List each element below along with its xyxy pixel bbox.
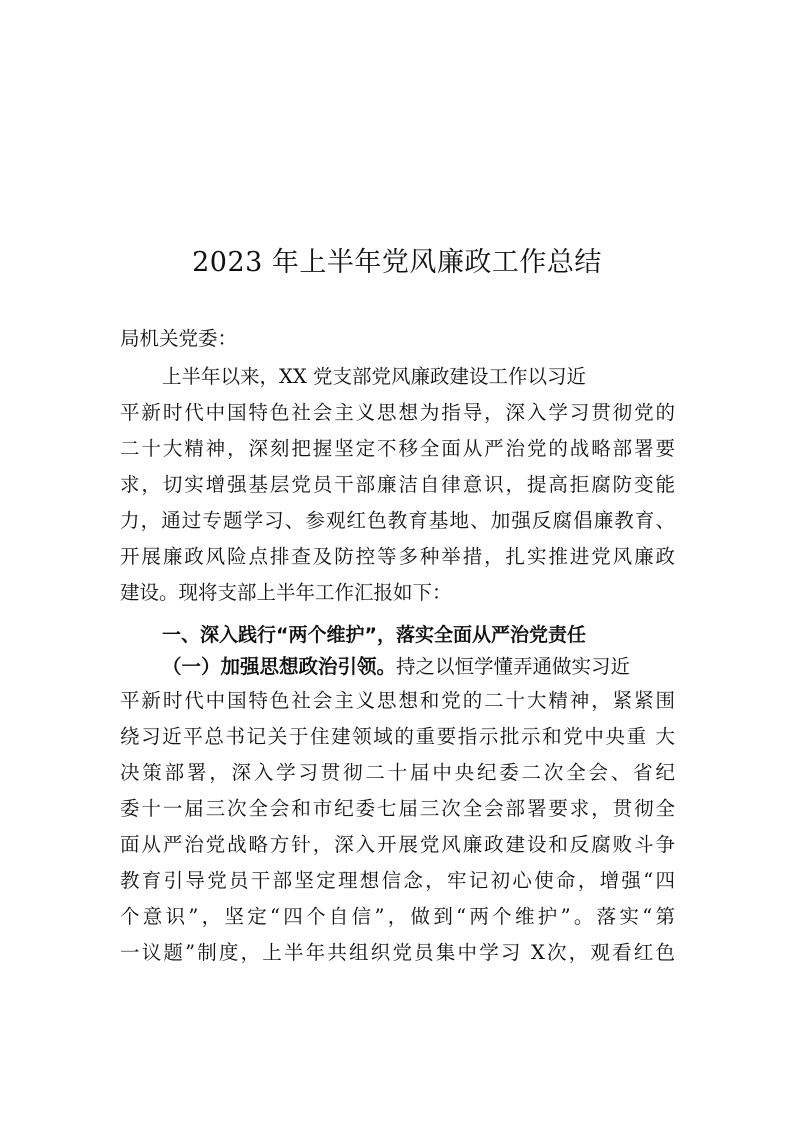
body-line-4: 委十一届三次全会和市纪委七届三次全会部署要求，贯彻全 [120, 797, 675, 820]
body-line-1: 平新时代中国特色社会主义思想和党的二十大精神，紧紧围 [120, 689, 675, 712]
intro-line-2: 平新时代中国特色社会主义思想为指导，深入学习贯彻党的 [120, 401, 675, 424]
intro-line-5: 力，通过专题学习、参观红色教育基地、加强反腐倡廉教育、 [120, 509, 675, 532]
subsection-1-text-start: 持之以恒学懂弄通做实习近 [396, 655, 631, 678]
body-line-6: 教育引导党员干部坚定理想信念，牢记初心使命，增强“四 [120, 869, 675, 892]
intro-line-3: 二十大精神，深刻把握坚定不移全面从严治党的战略部署要 [120, 437, 675, 460]
body-line-8: 一议题”制度，上半年共组织党员集中学习 X次，观看红色 [120, 941, 675, 964]
body-line-7: 个意识”，坚定“四个自信”，做到“两个维护”。落实“第 [120, 905, 675, 928]
body-line-5: 面从严治党战略方针，深入开展党风廉政建设和反腐败斗争 [120, 833, 675, 856]
intro-line-7: 建设。现将支部上半年工作汇报如下： [120, 581, 452, 604]
body-line-2: 绕习近平总书记关于住建领域的重要指示批示和党中央重 大 [120, 725, 675, 748]
section-heading-1: 一、深入践行“两个维护”，落实全面从严治党责任 [162, 624, 586, 646]
intro-line-1: 上半年以来，XX 党支部党风廉政建设工作以习近 [162, 365, 586, 388]
salutation: 局机关党委： [120, 327, 238, 350]
intro-line-4: 求，切实增强基层党员干部廉洁自律意识，提高拒腐防变能 [120, 473, 675, 496]
subsection-heading-1: （一）加强思想政治引领。 [162, 655, 397, 678]
subsection-1-first-line [162, 652, 630, 682]
document-title: 2023 年上半年党风廉政工作总结 [192, 247, 602, 278]
body-line-3: 决策部署，深入学习贯彻二十届中央纪委二次全会、省纪 [120, 761, 675, 784]
intro-line-6: 开展廉政风险点排查及防控等多种举措，扎实推进党风廉政 [120, 545, 675, 568]
